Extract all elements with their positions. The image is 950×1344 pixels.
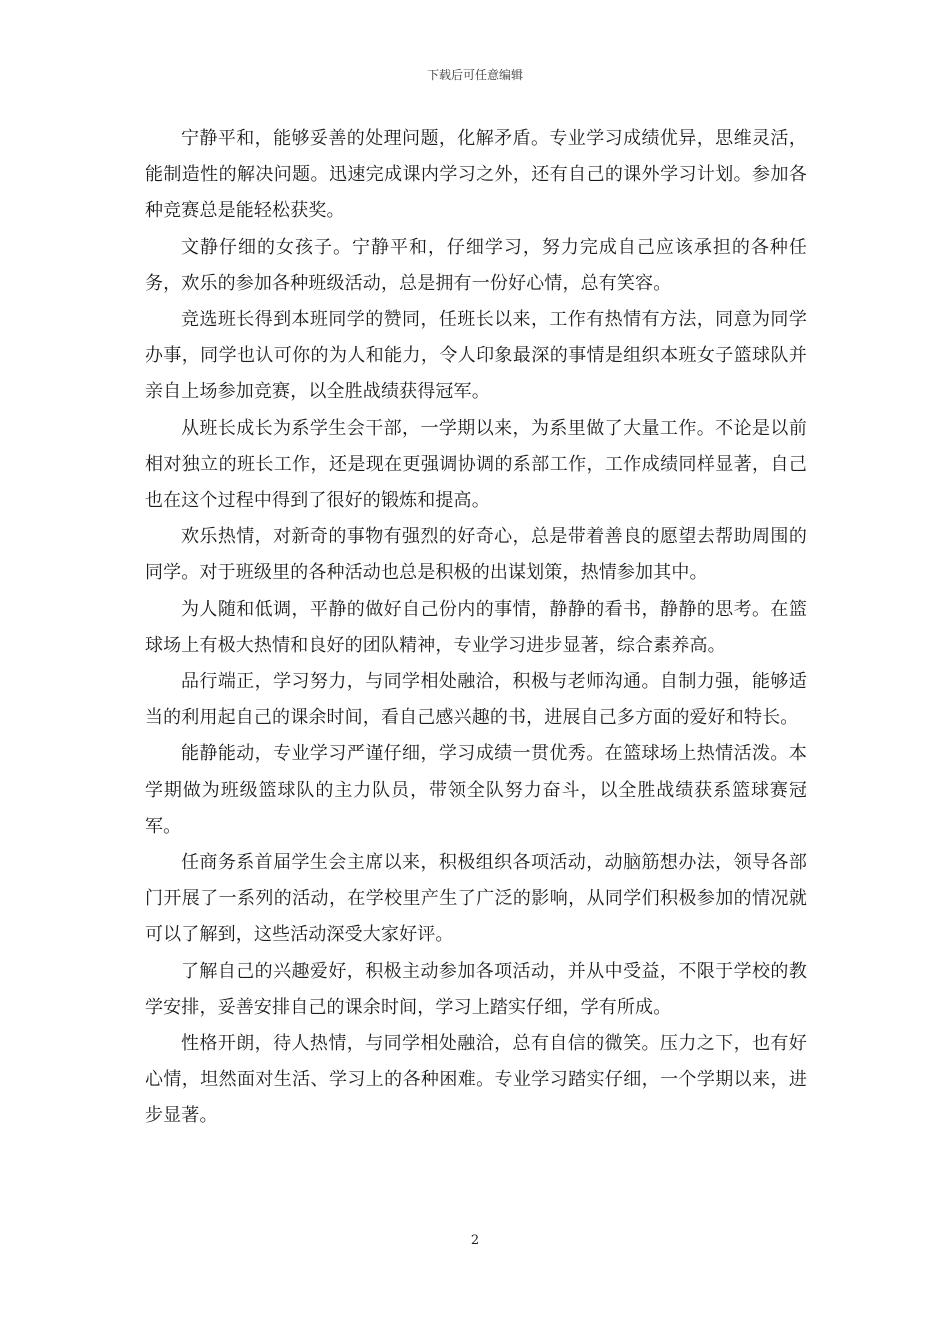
paragraph: 竞选班长得到本班同学的赞同，任班长以来，工作有热情有方法，同意为同学办事，同学也认可你的为人和能力，令人印象最深的事情是组织本班女子篮球队并亲自上场参加竞赛，以全胜战绩获得冠军。 xyxy=(145,309,807,403)
paragraph: 文静仔细的女孩子。宁静平和，仔细学习，努力完成自己应该承担的各种任务，欢乐的参加各种班级活动，总是拥有一份好心情，总有笑容。 xyxy=(145,236,807,294)
paragraph: 性格开朗，待人热情，与同学相处融洽，总有自信的微笑。压力之下，也有好心情，坦然面对生活、学习上的各种困难。专业学习踏实仔细，一个学期以来，进步显著。 xyxy=(145,1033,807,1127)
document-body xyxy=(145,121,807,1135)
paragraph: 从班长成长为系学生会干部，一学期以来，为系里做了大量工作。不论是以前相对独立的班长工作，还是现在更强调协调的系部工作，工作成绩同样显著，自己也在这个过程中得到了很好的锻炼和提高。 xyxy=(145,417,807,512)
paragraph: 了解自己的兴趣爱好，积极主动参加各项活动，并从中受益，不限于学校的教学安排，妥善安排自己的课余时间，学习上踏实仔细，学有所成。 xyxy=(145,960,807,1018)
paragraph: 宁静平和，能够妥善的处理问题，化解矛盾。专业学习成绩优异，思维灵活，能制造性的解决问题。迅速完成课内学习之外，还有自己的课外学习计划。参加各种竞赛总是能轻松获奖。 xyxy=(145,128,807,222)
page-header: 下载后可任意编辑 xyxy=(426,68,523,82)
paragraph: 为人随和低调，平静的做好自己份内的事情，静静的看书，静静的思考。在篮球场上有极大热情和良好的团队精神，专业学习进步显著，综合素养高。 xyxy=(145,598,807,656)
paragraph: 欢乐热情，对新奇的事物有强烈的好奇心，总是带着善良的愿望去帮助周围的同学。对于班级里的各种活动也总是积极的出谋划策，热情参加其中。 xyxy=(145,526,807,584)
paragraph: 品行端正，学习努力，与同学相处融洽，积极与老师沟通。自制力强，能够适当的利用起自己的课余时间，看自己感兴趣的书，进展自己多方面的爱好和特长。 xyxy=(145,671,807,729)
paragraph: 任商务系首届学生会主席以来，积极组织各项活动，动脑筋想办法，领导各部门开展了一系列的活动，在学校里产生了广泛的影响，从同学们积极参加的情况就可以了解到，这些活动深受大家好评。 xyxy=(145,852,807,946)
page-number: 2 xyxy=(470,1233,480,1248)
paragraph: 能静能动，专业学习严谨仔细，学习成绩一贯优秀。在篮球场上热情活泼。本学期做为班级篮球队的主力队员，带领全队努力奋斗，以全胜战绩获系篮球赛冠军。 xyxy=(145,743,807,837)
